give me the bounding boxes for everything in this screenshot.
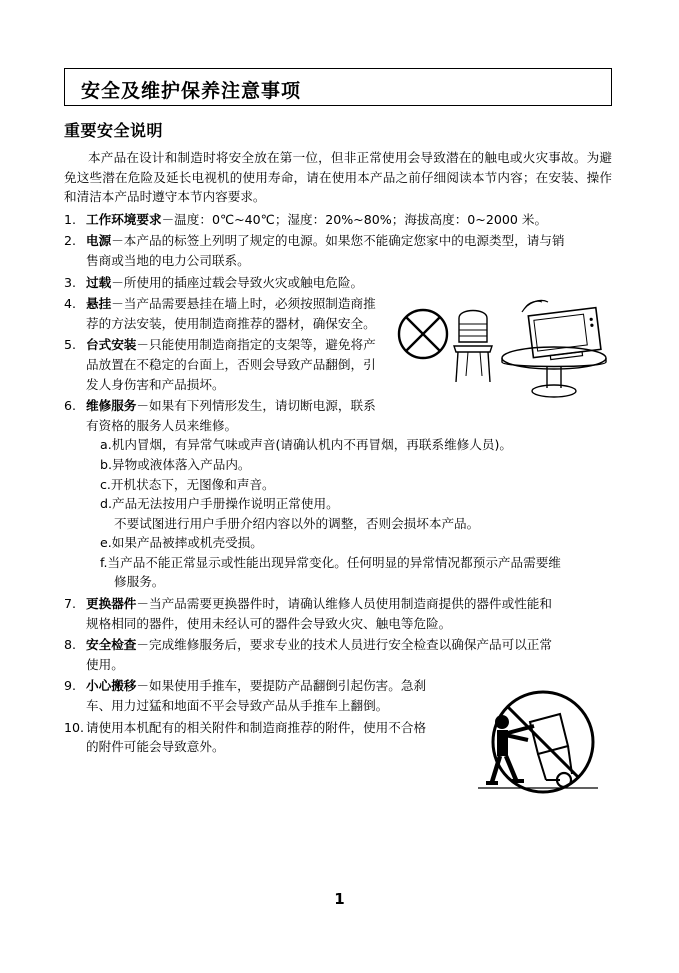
item-body bbox=[86, 210, 620, 230]
item-keyword: 悬挂 bbox=[86, 296, 112, 312]
item-line bbox=[86, 231, 620, 251]
item-text: －如果有下列情形发生，请切断电源，联系 bbox=[136, 398, 376, 414]
item-number: 7. bbox=[64, 596, 77, 612]
item-text: －本产品的标签上列明了规定的电源。如果您不能确定您家中的电源类型，请与销 bbox=[111, 233, 565, 249]
item-text: －当产品需要悬挂在墙上时，必须按照制造商推 bbox=[111, 296, 376, 312]
item-line: 车、用力过猛和地面不平会导致产品从手推车上翻倒。 bbox=[86, 698, 389, 714]
item-body bbox=[86, 273, 620, 293]
item-subline: f.当产品不能正常显示或性能出现异常变化。任何明显的异常情况都预示产品需要维 bbox=[100, 554, 561, 570]
list-item bbox=[64, 396, 620, 592]
hand-cart-illustration bbox=[468, 688, 618, 800]
item-line: 售商或当地的电力公司联系。 bbox=[86, 252, 250, 268]
item-line bbox=[86, 635, 620, 655]
item-text: －所使用的插座过载会导致火灾或触电危险。 bbox=[111, 274, 364, 290]
item-number: 6. bbox=[64, 398, 77, 414]
item-subline: 不要试图进行用户手册介绍内容以外的调整，否则会损坏本产品。 bbox=[114, 515, 480, 531]
item-line: 有资格的服务人员来维修。 bbox=[86, 417, 238, 433]
item-subline: e.如果产品被摔或机壳受损。 bbox=[100, 535, 263, 551]
item-number: 10. bbox=[64, 719, 85, 735]
item-text: －如果使用手推车，要提防产品翻倒引起伤害。急刹 bbox=[136, 678, 427, 694]
tv-table-illustration bbox=[392, 296, 620, 406]
item-subline: b.异物或液体落入产品内。 bbox=[100, 456, 251, 472]
list-item bbox=[64, 594, 620, 633]
item-line: 发人身伤害和产品损坏。 bbox=[86, 376, 225, 392]
item-keyword: 电源 bbox=[86, 233, 112, 249]
item-body bbox=[86, 231, 620, 270]
list-item bbox=[64, 231, 620, 270]
item-line: 品放置在不稳定的台面上，否则会导致产品翻倒，引 bbox=[86, 356, 376, 372]
figure-tv-on-table-prohibited bbox=[392, 296, 620, 406]
item-text: －只能使用制造商指定的支架等，避免将产 bbox=[136, 337, 376, 353]
page-title: 安全及维护保养注意事项 bbox=[81, 80, 302, 102]
page-number: 1 bbox=[334, 890, 345, 908]
item-number: 4. bbox=[64, 296, 77, 312]
item-subline: d.产品无法按用户手册操作说明正常使用。 bbox=[100, 496, 339, 512]
item-keyword: 小心搬移 bbox=[86, 678, 137, 694]
item-text: －完成维修服务后，要求专业的技术人员进行安全检查以确保产品可以正常 bbox=[136, 637, 552, 653]
list-item bbox=[64, 635, 620, 674]
item-keyword: 维修服务 bbox=[86, 398, 137, 414]
intro-paragraph: 本产品在设计和制造时将安全放在第一位，但非正常使用会导致潜在的触电或火灾事故。为避免这些潜在危险及延长电视机的使用寿命，请在使用本产品之前仔细阅读本节内容；在安装、操作和清洁本产品时遵守本节内容要求。 bbox=[64, 150, 612, 205]
item-subline: a.机内冒烟，有异常气味或声音(请确认机内不再冒烟，再联系维修人员)。 bbox=[100, 437, 512, 453]
item-body bbox=[86, 396, 620, 592]
item-keyword: 工作环境要求 bbox=[86, 211, 162, 227]
item-number: 8. bbox=[64, 637, 77, 653]
item-keyword: 更换器件 bbox=[86, 596, 137, 612]
item-keyword: 台式安装 bbox=[86, 337, 137, 353]
item-text: －当产品需要更换器件时，请确认维修人员使用制造商提供的器件或性能和 bbox=[136, 596, 552, 612]
item-line: 的附件可能会导致意外。 bbox=[86, 739, 225, 755]
item-number: 9. bbox=[64, 678, 77, 694]
item-line: 荐的方法安装，使用制造商推荐的器材，确保安全。 bbox=[86, 315, 376, 331]
section-heading: 重要安全说明 bbox=[64, 121, 164, 140]
item-line: 使用。 bbox=[86, 656, 124, 672]
item-line bbox=[86, 594, 620, 614]
item-keyword: 过载 bbox=[86, 274, 112, 290]
item-number: 2. bbox=[64, 233, 77, 249]
item-line: 请使用本机配有的相关附件和制造商推荐的附件，使用不合格 bbox=[86, 719, 427, 735]
top-fragment bbox=[60, 0, 260, 14]
item-number: 5. bbox=[64, 337, 77, 353]
item-subline: 修服务。 bbox=[114, 574, 165, 590]
item-line bbox=[86, 273, 620, 293]
title-box bbox=[64, 68, 612, 106]
figure-hand-cart-prohibited bbox=[468, 688, 618, 800]
item-text: －温度：0℃~40℃；湿度：20%~80%；海拔高度：0~2000 米。 bbox=[161, 211, 548, 227]
list-item bbox=[64, 210, 620, 230]
document-body bbox=[64, 148, 620, 759]
item-line bbox=[86, 210, 620, 230]
item-body bbox=[86, 594, 620, 633]
item-body bbox=[86, 635, 620, 674]
item-line: 规格相同的器件，使用未经认可的器件会导致火灾、触电等危险。 bbox=[86, 615, 452, 631]
item-keyword: 安全检查 bbox=[86, 637, 137, 653]
item-number: 3. bbox=[64, 274, 77, 290]
item-number: 1. bbox=[64, 211, 77, 227]
list-item bbox=[64, 273, 620, 293]
item-subline: c.开机状态下，无图像和声音。 bbox=[100, 476, 275, 492]
